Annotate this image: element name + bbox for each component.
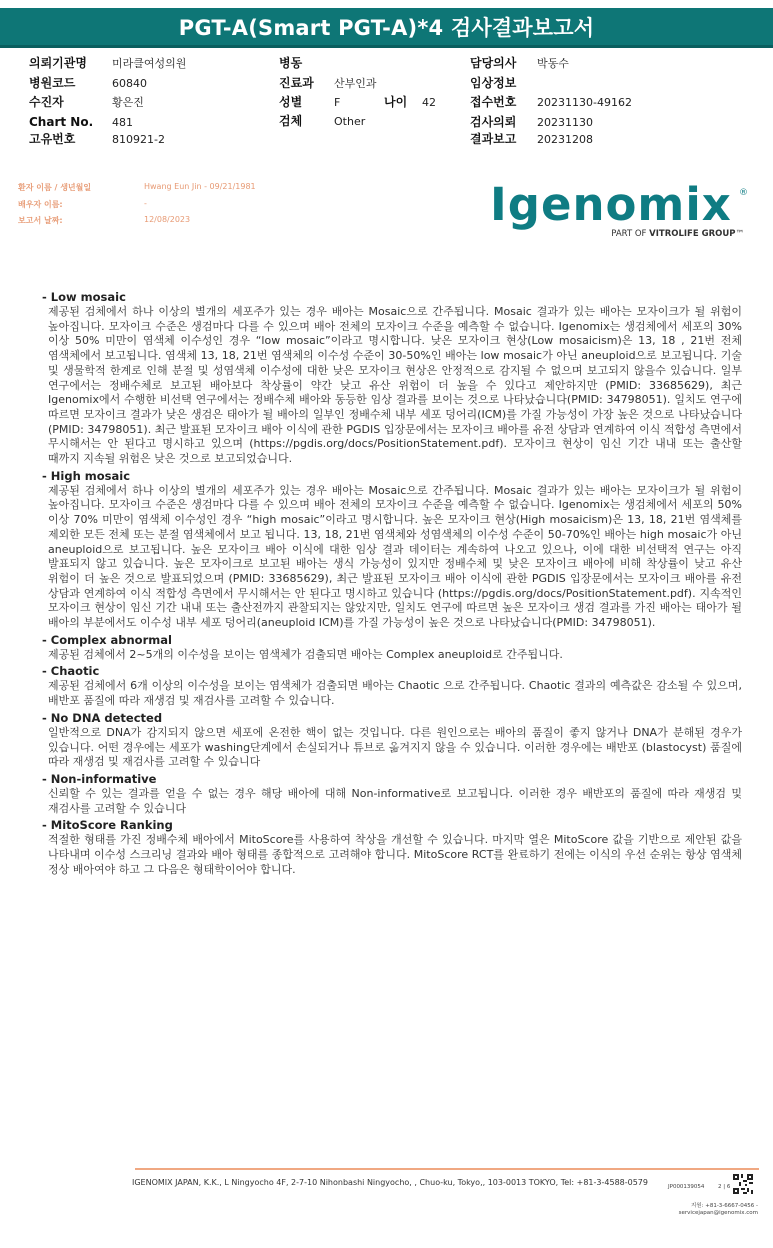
meta-age-label: 나이: [384, 95, 408, 109]
section-chaotic: [42, 664, 742, 708]
meta-label: 접수번호: [470, 95, 517, 109]
igenomix-logo: [490, 180, 752, 244]
meta-value: 박동수: [537, 57, 569, 70]
support-email: servicejapan@igenomix.com: [678, 1210, 758, 1216]
meta-label: 검사의뢰: [470, 115, 517, 129]
meta-value: 20231130-49162: [537, 96, 632, 109]
meta-value: 810921-2: [112, 133, 165, 146]
patient-name-label: 환자 이름 / 생년월일: [18, 183, 92, 192]
report-metadata: [0, 54, 773, 154]
footer-divider: [135, 1168, 759, 1170]
meta-label: 성별: [279, 95, 303, 109]
page-number: 2 | 6: [718, 1184, 731, 1190]
logo-registered-mark: ®: [739, 188, 748, 198]
meta-value: 미라클여성의원: [112, 57, 187, 70]
meta-label: 고유번호: [29, 132, 76, 146]
patient-name-value: Hwang Eun Jin - 09/21/1981: [144, 182, 256, 191]
section-title: - Chaotic: [42, 664, 100, 679]
section-high-mosaic: [42, 469, 742, 631]
meta-label: 진료과: [279, 76, 314, 90]
meta-label: 검체: [279, 114, 303, 128]
report-date-value: 12/08/2023: [144, 215, 191, 224]
logo-wordmark: Igenomix: [490, 178, 732, 231]
section-non-informative: [42, 772, 742, 816]
patient-row: [18, 215, 191, 226]
section-title: - Low mosaic: [42, 290, 126, 304]
section-title: - Non-informative: [42, 771, 157, 786]
footer-address: IGENOMIX JAPAN, K.K., L Ningyocho 4F, 2-7-10 Nihonbashi Ningyocho, , Chuo-ku, Tokyo,, 103-0013 TOKYO, Tel: +81-3-4588-0579: [131, 1178, 648, 1187]
section-body: 적절한 형태를 가진 정배수체 배아에서 MitoScore를 사용하여 착상을 개선할 수 있습니다. 마지막 열은 MitoScore 값을 기반으로 제안된 값을 나타내며 이수성 스크리닝 결과와 배아 형태를 종합적으로 고려해야 합니다. MitoScore RCT를 완료하기 전에는 이식의 우선 순위는 항상 염색체 정상 배아여야 하고 그 다음은 형태학이어야 합니다.: [48, 833, 742, 876]
spouse-name-label: 배우자 이름:: [18, 200, 63, 209]
section-title: - No DNA detected: [42, 710, 163, 725]
section-title: - Complex abnormal: [42, 632, 172, 647]
meta-value: 481: [112, 116, 133, 129]
section-body: 일반적으로 DNA가 감지되지 않으면 세포에 온전한 핵이 없는 것입니다. 다른 원인으로는 배아의 품질이 좋지 않거나 DNA가 분해된 경우가 있습니다. 어떤 경우에는 세포가 washing단계에서 손실되거나 튜브로 옮겨지지 않을 수 있습니다. 이러한 경우에는 배반포 (blastocyst) 품질에 따라 재생검 및 재검사를 고려할 수 있습니다: [48, 725, 742, 769]
patient-row: [18, 182, 256, 193]
section-body: 제공된 검체에서 하나 이상의 별개의 세포주가 있는 경우 배아는 Mosaic으로 간주됩니다. Mosaic 결과가 있는 배아는 모자이크가 될 위험이 높아집니다. 모자이크 수준은 생검마다 다를 수 있으며 배아 전체의 모자이크 수준을 예측할 수 없습니다. Igenomix는 생검체에서 세포의 50% 이상 70% 미만이 염색체 이수성인 경우 “high mosaic”이라고 명시합니다. 높은 모자이크 현상(High mosaicism)은 13, 18, 21번 염색체를 제외한 모든 전체 또는 분절 염색체에서 보고 됩니다. 13, 18, 21번 염색체와 성염색체의 이수성 수준이 50-70%인 배아는 high mosaic가 아닌 aneuploid으로 보고됩니다. 높은 모자이크 배아 이식에 대한 임상 결과 데이터는 계속하여 나오고 있으나, 이에 대한 비선택적 연구는 아직 발표되지 않고 있습니다. 높은 모자이크로 보고된 배아는 생식 가능성이 있지만 정배수체 및 낮은 모자이크 배아에 비해 착상률이 낮고 유산 위험이 더 높은 것으로 발표되었으며 (PMID: 33685629), 최근 발표된 모자이크 배아 이식에 관한 PGDIS 입장문에서는 모자이크 배아를 유전 상담과 연계하여 이식 적합성 측면에서 무시해서는 안 된다고 명시하고 있습니다 (https://pgdis.org/docs/PositionStatement.pdf). 지속적인 모자이크 현상이 임신 기간 내내 또는 출산전까지 관찰되지는 않았지만, 일치도 연구에 따르면 높은 모자이크 생검 결과를 가진 배아는 태아가 될 배아의 부분에서도 이수성 내부 세포 덩어리(aneuploid ICM)를 가질 가능성이 높은 것으로 나타났습니다(PMID: 34798051).: [48, 483, 742, 630]
report-title: PGT-A(Smart PGT-A)*4 검사결과보고서: [178, 15, 595, 40]
logo-tagline: [611, 229, 744, 239]
footer-contact: [672, 1203, 758, 1217]
document-code: JP000139054: [668, 1184, 705, 1190]
meta-value: Other: [334, 115, 366, 128]
meta-label: 수진자: [29, 95, 64, 109]
meta-value: 20231208: [537, 133, 593, 146]
meta-label: 의뢰기관명: [29, 56, 87, 70]
patient-row: [18, 199, 147, 210]
meta-label: 담당의사: [470, 56, 517, 70]
section-title: - MitoScore Ranking: [42, 818, 173, 833]
section-body: 제공된 검체에서 2~5개의 이수성을 보이는 염색체가 검출되면 배아는 Complex aneuploid로 간주됩니다.: [48, 647, 563, 661]
section-complex-abnormal: [42, 633, 742, 663]
section-no-dna-detected: [42, 711, 742, 770]
logo-tagline-prefix: PART OF: [611, 229, 650, 239]
section-body: 신뢰할 수 있는 결과를 얻을 수 없는 경우 해당 배아에 대해 Non-informative로 보고됩니다. 이러한 경우 배반포의 품질에 따라 재생검 및 재검사를 고려할 수 있습니다: [48, 786, 742, 815]
meta-label: 임상정보: [470, 76, 517, 90]
meta-value: 60840: [112, 77, 147, 90]
meta-label: Chart No.: [29, 115, 94, 129]
meta-label: 병원코드: [29, 76, 76, 90]
logo-tagline-suffix: ™: [735, 229, 744, 239]
section-mitoscore-ranking: [42, 818, 742, 877]
report-date-label: 보고서 날짜:: [18, 216, 63, 225]
meta-value: 황은진: [112, 96, 144, 109]
section-body: 제공된 검체에서 하나 이상의 별개의 세포주가 있는 경우 배아는 Mosaic으로 간주됩니다. Mosaic 결과가 있는 배아는 모자이크가 될 위험이 높아집니다. 모자이크 수준은 생검마다 다를 수 있으며 배아 전체의 모자이크 수준을 예측할 수 없습니다. Igenomix는 생검체에서 세포의 30% 이상 50% 미만이 염색체 이수성인 경우 “low mosaic”이라고 명시합니다. 낮은 모자이크 현상(Low mosaicism)은 13, 18 , 21번 전체 염색체에서 보고됩니다. 염색체 13, 18, 21번 염색체의 이수성 수준이 30-50%인 배아는 low mosaic가 아닌 aneuploid으로 보고됩니다. 기술 및 생물학적 한계로 인해 분절 및 성염색체 이수성에 대한 낮은 모자이크 현상은 안정적으로 감지될 수 없으며 보고되지 않을수 있습니다. 일부 연구에서는 정배수체로 보고된 배아보다 착상률이 약간 낮고 유산 위험이 더 높을 수 있다고 제안하지만 (PMID: 33685629), 최근 Igenomix에서 수행한 비선택 연구에서는 정배수체 배아와 동등한 임상 결과를 보이는 것으로 나타났습니다(PMID: 34798051). 일치도 연구에 따르면 모자이크 결과가 낮은 생검은 태아가 될 배아의 일부인 정배수체 내부 세포 덩어리(ICM)를 가질 가능성이 가장 높은 것으로 나타났습니다(PMID: 34798051). 최근 발표된 모자이크 배아 이식에 관한 PGDIS 입장문에서는 모자이크 배아를 유전 상담과 연계하여 이식 적합성 측면에서 무시해서는 안 된다고 명시하고 있으며 (https://pgdis.org/docs/PositionStatement.pdf). 모자이크 현상이 임신 기간 내내 또는 출산할 때까지 지속될 위험은 낮은 것으로 보고되었습니다.: [48, 305, 742, 466]
result-definitions: [42, 288, 742, 878]
meta-label: 병동: [279, 56, 303, 70]
section-low-mosaic: [42, 290, 742, 467]
meta-value: 산부인과: [334, 77, 377, 90]
spouse-name-value: -: [144, 199, 147, 208]
meta-value: F: [334, 96, 341, 109]
meta-age-value: 42: [422, 96, 436, 109]
section-body: 제공된 검체에서 6개 이상의 이수성을 보이는 염색체가 검출되면 배아는 Chaotic 으로 간주됩니다. Chaotic 결과의 예측값은 감소될 수 있으며, 배반포 품질에 따라 재생검 및 재검사를 고려할 수 있습니다.: [48, 679, 742, 708]
section-title: - High mosaic: [42, 468, 131, 483]
support-phone: 지원: +81-3-6667-0456 -: [690, 1203, 758, 1209]
meta-label: 결과보고: [470, 132, 517, 146]
qr-code-icon: [733, 1174, 753, 1194]
logo-tagline-brand: VITROLIFE GROUP: [649, 229, 736, 239]
meta-value: 20231130: [537, 116, 593, 129]
report-title-bar: [0, 8, 773, 48]
